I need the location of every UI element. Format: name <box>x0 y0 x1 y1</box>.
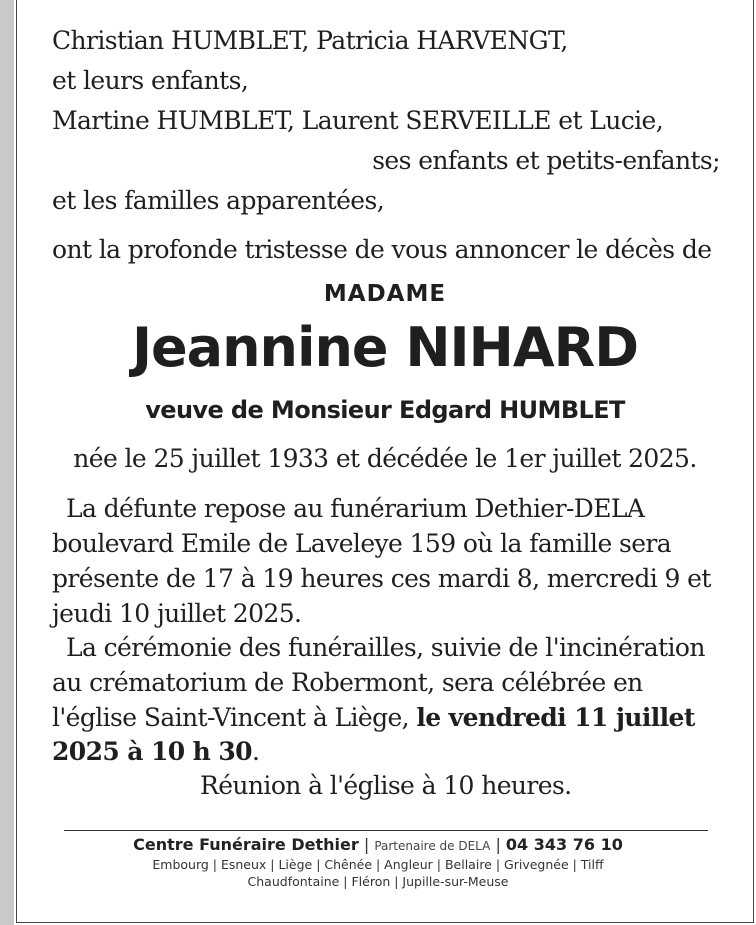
announcement-line: ont la profonde tristesse de vous annoncer le décès de <box>52 235 712 264</box>
body-p2-line-3 <box>52 702 695 734</box>
deceased-name: Jeannine NIHARD <box>131 316 639 379</box>
deceased-dates: née le 25 juillet 1933 et décédée le 1er juillet 2025. <box>73 444 697 473</box>
footer-company-line <box>0 835 756 856</box>
funeral-date-bold: le vendredi 11 juillet <box>416 703 695 732</box>
phone-number: 04 343 76 10 <box>505 835 623 854</box>
family-line-5: et les familles apparentées, <box>52 186 385 215</box>
footer-divider <box>64 830 708 831</box>
body-p2-line-4 <box>52 736 259 768</box>
funeral-time-bold: 2025 à 10 h 30 <box>52 737 252 766</box>
footer-locations-2: Chaudfontaine | Fléron | Jupille-sur-Meuse <box>247 874 509 889</box>
family-line-1: Christian HUMBLET, Patricia HARVENGT, <box>52 26 568 55</box>
footer-locations-1: Embourg | Esneux | Liège | Chênée | Angleur | Bellaire | Grivegnée | Tilff <box>152 857 604 872</box>
family-line-3: Martine HUMBLET, Laurent SERVEILLE et Lucie, <box>52 106 664 135</box>
family-line-2: et leurs enfants, <box>52 66 249 95</box>
body-p2-line-3-text: l'église Saint-Vincent à Liège, <box>52 703 417 732</box>
deceased-title: MADAME <box>323 281 447 307</box>
reunion-line: Réunion à l'église à 10 heures. <box>200 771 572 800</box>
deceased-widow: veuve de Monsieur Edgard HUMBLET <box>145 396 625 424</box>
company-name: Centre Funéraire Dethier <box>133 835 359 854</box>
body-p2-line-2: au crématorium de Robermont, sera célébrée en <box>52 668 643 697</box>
body-p1-line-2: boulevard Emile de Laveleye 159 où la famille sera <box>52 529 672 558</box>
body-p1-line-4: jeudi 10 juillet 2025. <box>52 599 302 628</box>
body-p1-line-3: présente de 17 à 19 heures ces mardi 8, mercredi 9 et <box>52 564 711 593</box>
body-p2-line-1: La cérémonie des funérailles, suivie de l'incinération <box>66 633 705 662</box>
family-line-4: ses enfants et petits-enfants; <box>372 146 720 175</box>
body-p1-line-1: La défunte repose au funérarium Dethier-DELA <box>66 494 645 523</box>
partner-text: Partenaire de DELA <box>374 839 491 853</box>
separator: | <box>490 835 506 854</box>
separator: | <box>358 835 375 854</box>
body-p2-line-4-end: . <box>251 737 260 766</box>
